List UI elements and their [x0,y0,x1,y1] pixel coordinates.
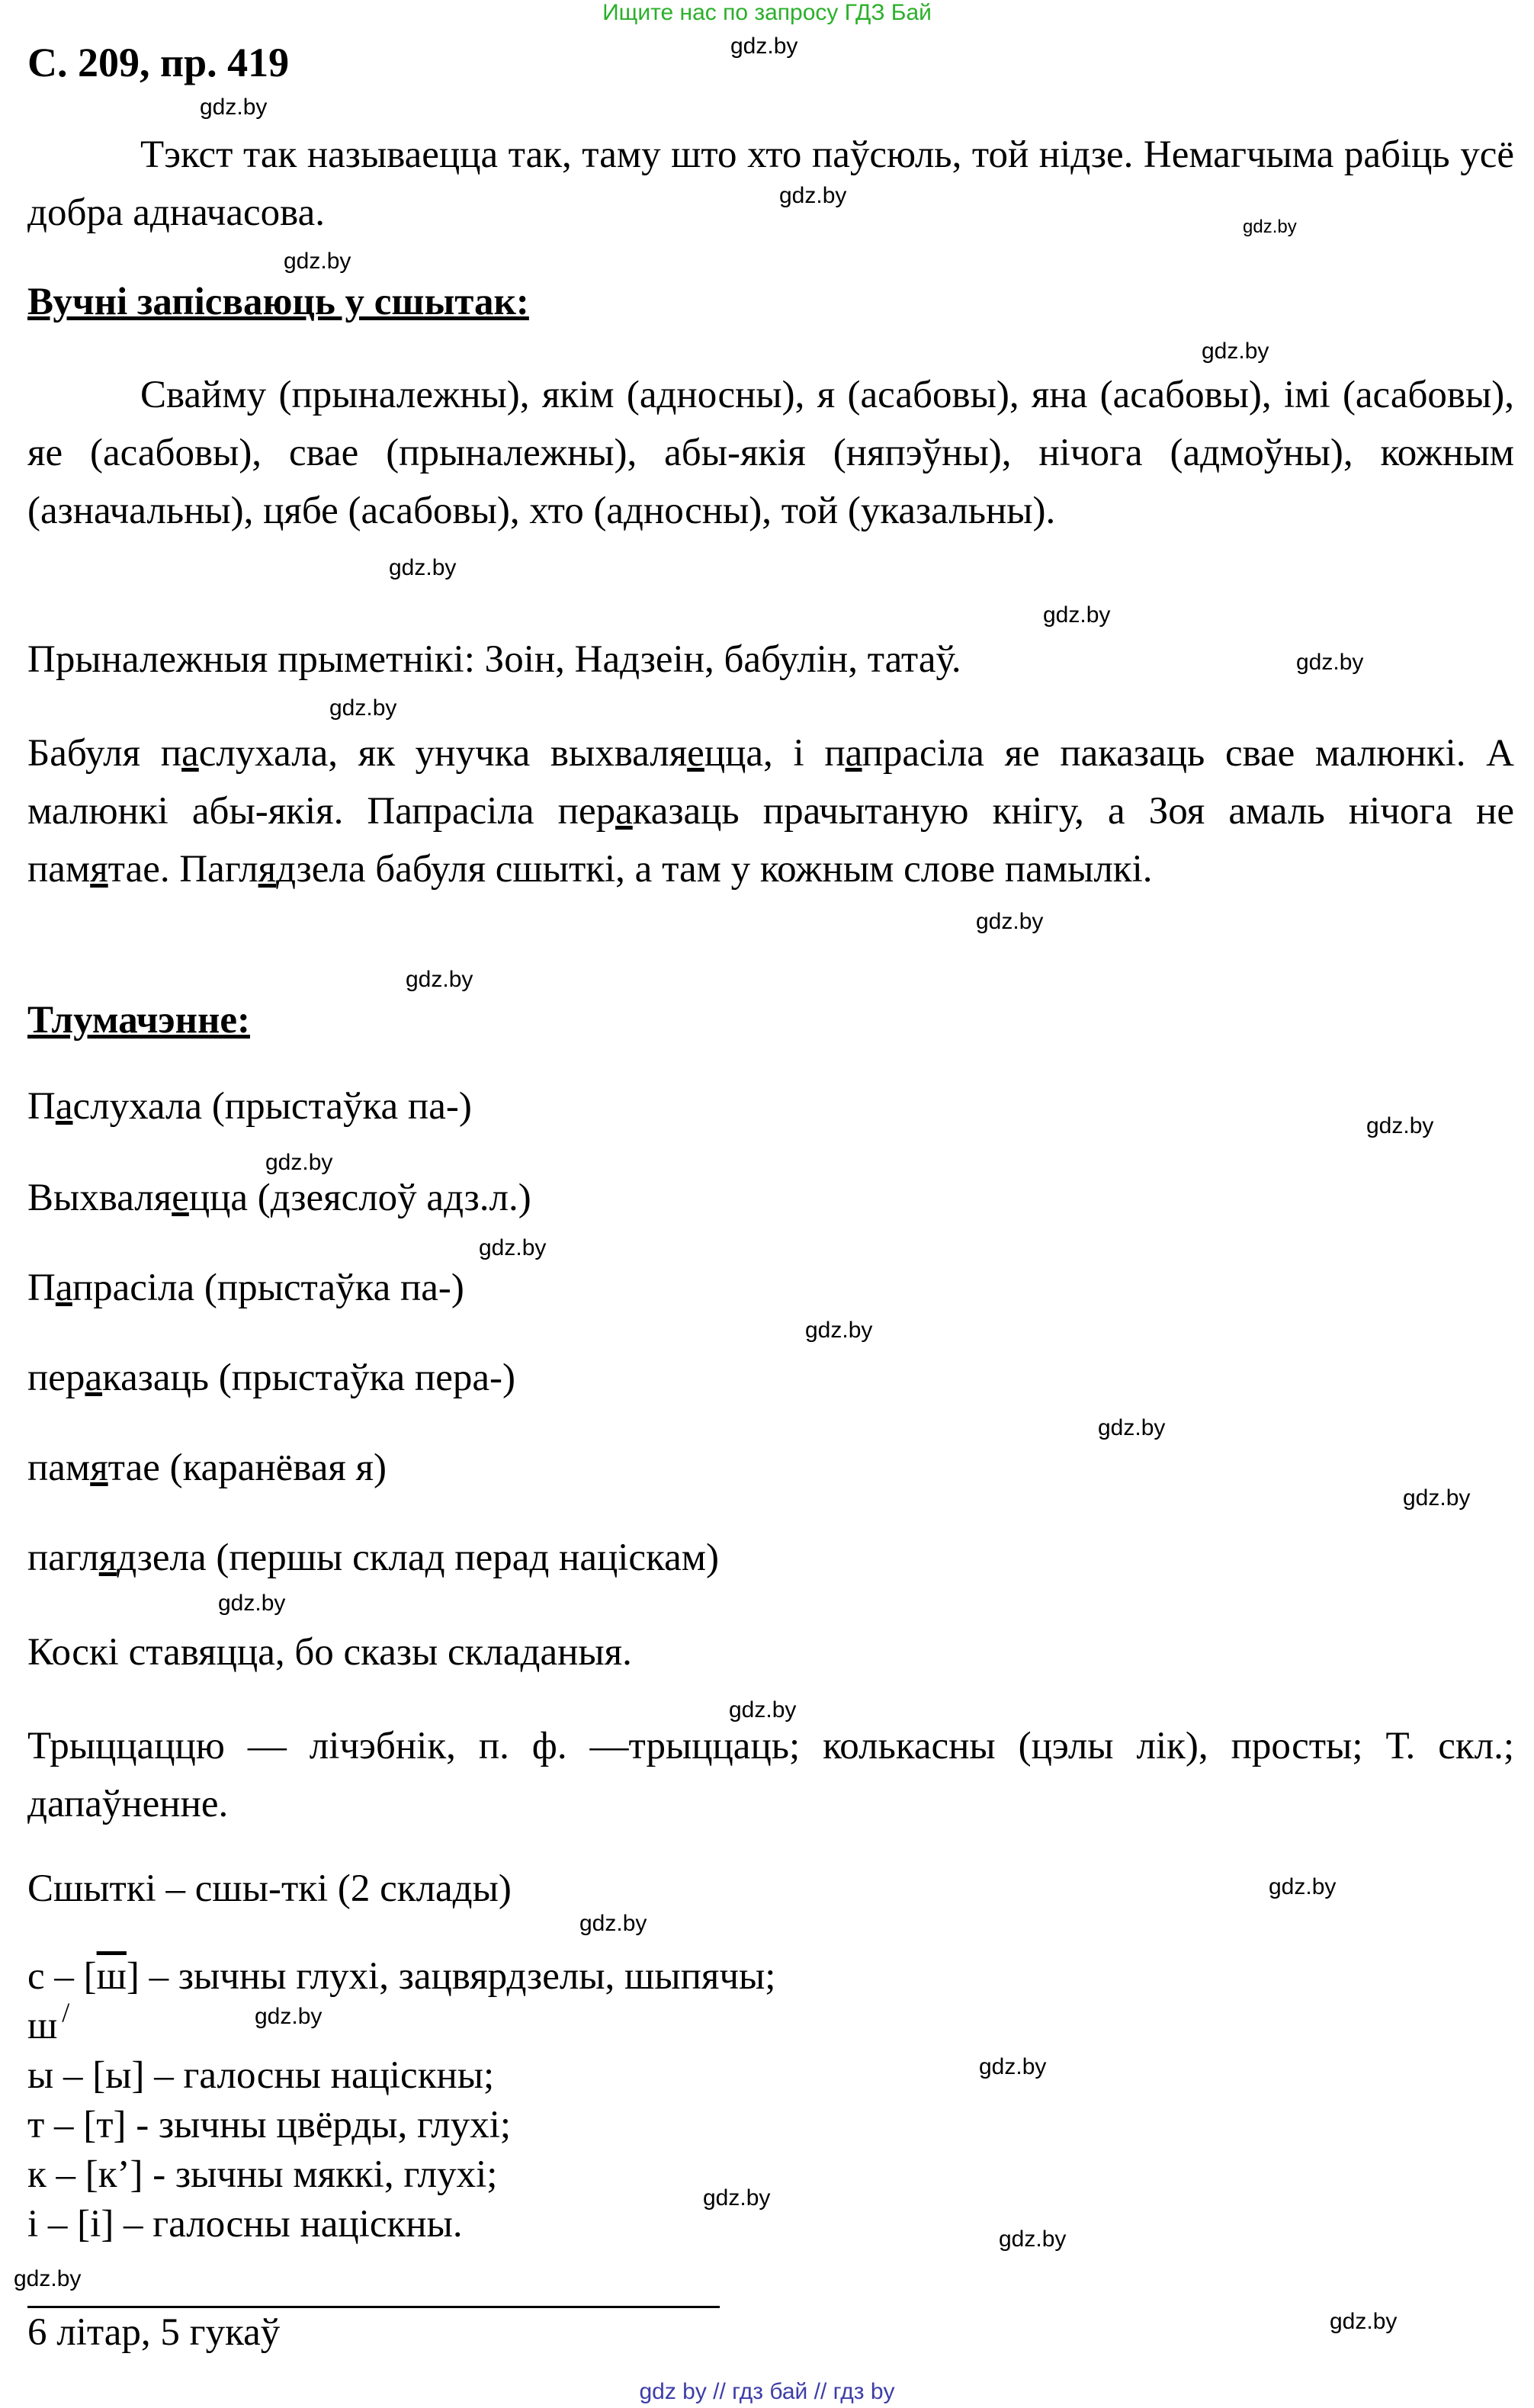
watermark: gdz.by [999,2227,1067,2252]
watermark: gdz.by [805,1318,873,1343]
stress-mark: я [258,848,277,891]
watermark: gdz.by [1330,2309,1398,2334]
stress-mark: а [845,732,862,775]
story-text: прасіла яе паказаць свае малюнкі. А малюнкі абы-якія. Па [27,732,1514,833]
story-paragraph [27,724,1514,898]
watermark: gdz.by [1269,1874,1337,1899]
watermark: gdz.by [218,1591,286,1616]
stress-mark: а [181,732,199,775]
watermark: gdz.by [255,2004,323,2029]
phonetic-line-y: ы – [ы] – галосны націскны; [27,2054,495,2097]
watermark: gdz.by [703,2185,771,2211]
phonetic-line-s: с – [ш] – зычны глухі, зацвярдзелы, шыпячы; [27,1955,776,1998]
phonetic-line-i: і – [і] – галосны націскны. [27,2203,463,2246]
phonetic-line-t: т – [т] - зычны цвёрды, глухі; [27,2104,512,2146]
footer-links[interactable]: gdz by // гдз бай // гдз by [639,2379,895,2404]
story-text: прасіла пер [412,790,616,833]
watermark: gdz.by [479,1235,547,1260]
stress-mark: я [90,848,108,891]
numeral-paragraph: Трыццаццю — лічэбнік, п. ф. —трыццаць; колькасны (цэлы лік), просты; Т. скл.; дапаўненне. [27,1725,1514,1825]
explanation-heading: Тлумачэнне: [27,999,250,1042]
watermark: gdz.by [14,2266,82,2291]
explanation-line: Выхваляецца (дзеяслоў адз.л.) [27,1177,531,1219]
intro-paragraph: Тэкст так называецца так, таму што хто паўсюль, той нідзе. Немагчыма рабіць усё добра адначасова. [27,133,1514,234]
watermark: gdz.by [1243,217,1297,237]
explanation-line: паглядзела (першы склад перад націскам) [27,1536,719,1579]
stress-mark: е [687,732,704,775]
watermark: gdz.by [1098,1415,1166,1440]
watermark: gdz.by [265,1150,333,1175]
adjectives-line: Прыналежныя прыметнікі: Зоін, Надзеін, бабулін, татаў. [27,638,961,681]
top-banner[interactable]: Ищите нас по запросу ГДЗ Бай [602,0,932,25]
watermark: gdz.by [406,967,473,992]
story-text: тае. Пагл [108,848,258,891]
explanation-line: Паслухала (прыстаўка па-) [27,1085,472,1128]
watermark: gdz.by [976,909,1044,934]
watermark: gdz.by [329,695,397,721]
story-text: цца, і п [704,732,846,775]
phonetic-line-k: к – [к’] - зычны мяккі, глухі; [27,2153,498,2196]
watermark: gdz.by [200,95,268,120]
watermark: gdz.by [979,2054,1047,2079]
watermark: gdz.by [730,34,798,59]
soft-mark: / [62,1997,70,2028]
story-text: дзела бабуля сшыткі, а там у кожным слове памылкі. [276,848,1153,891]
watermark: gdz.by [1366,1113,1434,1138]
story-text: Бабуля п [27,732,182,775]
divider [27,2306,720,2308]
commas-line: Коскі ставяцца, бо сказы складаныя. [27,1631,632,1674]
watermark: gdz.by [729,1697,797,1723]
watermark: gdz.by [1043,602,1111,628]
syllables-line: Сшыткі – сшы-ткі (2 склады) [27,1867,512,1910]
pronouns-paragraph: Свайму (прыналежны), якім (адносны), я (асабовы), яна (асабовы), імі (асабовы), яе (асабовы), свае (прыналежны), абы-якія (няпэўны), нічога (адмоўны), кожным (азначальны), цябе (асабовы), хто (адносны), той (указальны). [27,374,1514,532]
watermark: gdz.by [579,1911,647,1936]
story-text: казаць прачытаную кнігу, а Зоя амаль нічога не пам [27,790,1514,891]
phonetic-line-sh: ш / [27,1997,70,2047]
watermark: gdz.by [1403,1485,1471,1511]
watermark: gdz.by [389,555,457,580]
story-text: слухала, як унучка выхваля [198,732,688,775]
watermark: gdz.by [284,249,351,274]
page-heading: С. 209, пр. 419 [27,40,290,85]
stress-mark: а [615,790,633,833]
watermark: gdz.by [1202,339,1269,364]
explanation-line: пераказаць (прыстаўка пера-) [27,1357,515,1399]
explanation-line: памятае (каранёвая я) [27,1446,387,1489]
watermark: gdz.by [1296,650,1364,675]
explanation-line: Папрасіла (прыстаўка па-) [27,1267,464,1309]
summary-line: 6 літар, 5 гукаў [27,2311,281,2354]
watermark: gdz.by [779,183,847,208]
students-heading: Вучні запісваюць у сшытак: [27,281,529,323]
